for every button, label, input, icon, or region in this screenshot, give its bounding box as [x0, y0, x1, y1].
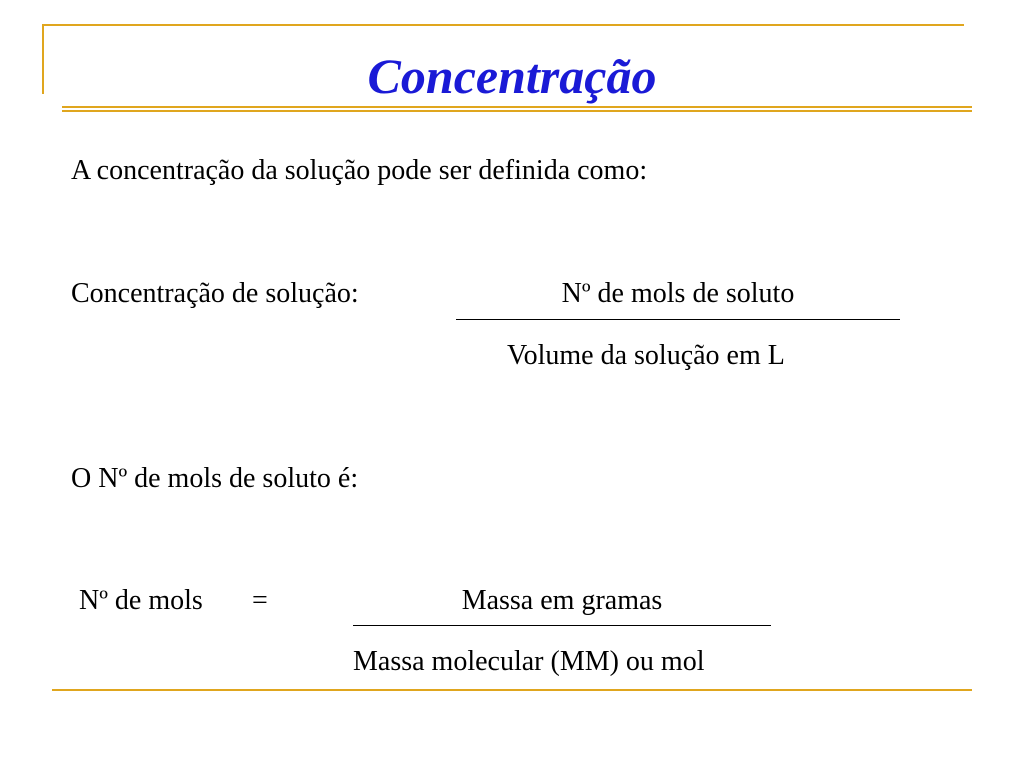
title-double-rule	[62, 106, 972, 112]
formula1-numerator: Nº de mols de soluto	[561, 278, 795, 309]
formula1-label: Concentração de solução:	[71, 278, 359, 309]
formula2-numerator: Massa em gramas	[461, 585, 663, 616]
slide-title: Concentração	[367, 48, 657, 104]
formula2-equals: =	[252, 585, 268, 616]
statement-text: O Nº de mols de soluto é:	[71, 463, 359, 494]
formula2-fraction-bar	[353, 625, 771, 626]
frame-top-border	[42, 24, 964, 26]
formula2-label: Nº de mols	[79, 585, 203, 616]
formula1-denominator: Volume da solução em L	[507, 340, 785, 371]
formula1-fraction-bar	[456, 319, 900, 320]
intro-text: A concentração da solução pode ser definida como:	[71, 155, 648, 186]
bottom-rule	[52, 689, 972, 691]
formula2-denominator: Massa molecular (MM) ou mol	[353, 646, 705, 677]
